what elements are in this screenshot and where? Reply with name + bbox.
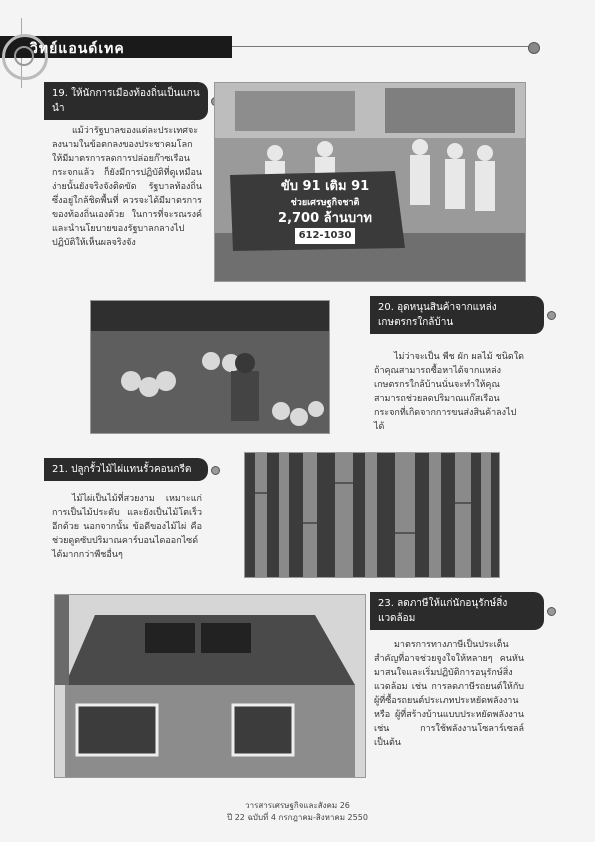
page-footer bbox=[0, 800, 595, 824]
section-20-heading: 20. อุดหนุนสินค้าจากแหล่งเกษตรกรใกล้บ้าน bbox=[370, 296, 544, 334]
section-21-body: ไม้ไผ่เป็นไม้ที่สวยงาม เหมาะแก่การเป็นไม้ประดับ และยังเป็นไม้โตเร็วอีกด้วย นอกจากนั้น ข้อดีของไม้ไผ่ คือ ช่วยดูดซับปริมาณคาร์บอนไดออกไซด์ได้มากกว่าพืชอื่นๆ bbox=[52, 494, 202, 560]
section-23-body: มาตรการทางภาษีเป็นประเด็นสำคัญที่อาจช่วยจูงใจให้หลายๆ คนหันมาสนใจและเริ่มปฏิบัติการอนุรักษ์สิ่งแวดล้อม เช่น การลดภาษีรถยนต์ให้กับผู้ที่ซื้อรถยนต์ประเภทประหยัดพลังงาน หรือ ผู้ที่สร้างบ้านแบบประหยัดพลังงาน เช่น การใช้พลังงานโซลาร์เซลล์ เป็นต้น bbox=[374, 640, 524, 748]
footer-line-2: ปี 22 ฉบับที่ 4 กรกฎาคม-สิงหาคม 2550 bbox=[227, 813, 368, 822]
header-rule bbox=[232, 46, 532, 47]
bamboo-photo-graphic bbox=[245, 453, 499, 577]
header-dot-icon bbox=[528, 42, 540, 54]
section-19-heading: 19. ให้นักการเมืองท้องถิ่นเป็นแกนนำ bbox=[44, 82, 208, 120]
parade-photo bbox=[214, 82, 526, 282]
market-photo-graphic bbox=[91, 301, 329, 433]
footer-line-1: วารสารเศรษฐกิจและสังคม 26 bbox=[245, 801, 350, 810]
banner-text: ขับ 91 เติม 91 ช่วยเศรษฐกิจชาติ 2,700 ล้านบาท 612-1030 bbox=[255, 179, 395, 244]
house-solar-photo-graphic bbox=[55, 595, 365, 777]
section-23-heading: 23. ลดภาษีให้แก่นักอนุรักษ์สิ่งแวดล้อม bbox=[370, 592, 544, 630]
house-solar-photo bbox=[54, 594, 366, 778]
bamboo-photo bbox=[244, 452, 500, 578]
magazine-title: วิทย์แอนด์เทค bbox=[30, 41, 125, 57]
market-photo bbox=[90, 300, 330, 434]
section-20-body: ไม่ว่าจะเป็น พืช ผัก ผลไม้ ชนิดใด ถ้าคุณสามารถซื้อหาได้จากแหล่งเกษตรกรใกล้บ้านนั่นจะทำให้คุณสามารถช่วยลดปริมาณแก๊สเรือนกระจกที่เกิดจากการขนส่งสินค้าลงไปได้ bbox=[374, 352, 524, 432]
section-21-heading: 21. ปลูกรั้วไม้ไผ่แทนรั้วคอนกรีต bbox=[44, 458, 208, 481]
section-19-body: แม้ว่ารัฐบาลของแต่ละประเทศจะลงนามในข้อตกลงของประชาคมโลก ให้มีมาตรการลดการปล่อยก๊าซเรือนกระจกแล้ว ก็ยังมีการปฏิบัติที่ดูเหมือนง่ายนั้นยังจริงจังติดขัด รัฐบาลท้องถิ่นซึ่งอยู่ใกล้ชิดพื้นที่ ควรจะได้มีมาตรการของท้องถิ่นเองด้วย ในการที่จะรณรงค์และนำนโยบายของรัฐบาลกลางไปปฏิบัติให้เห็นผลจริงจัง bbox=[52, 126, 202, 248]
